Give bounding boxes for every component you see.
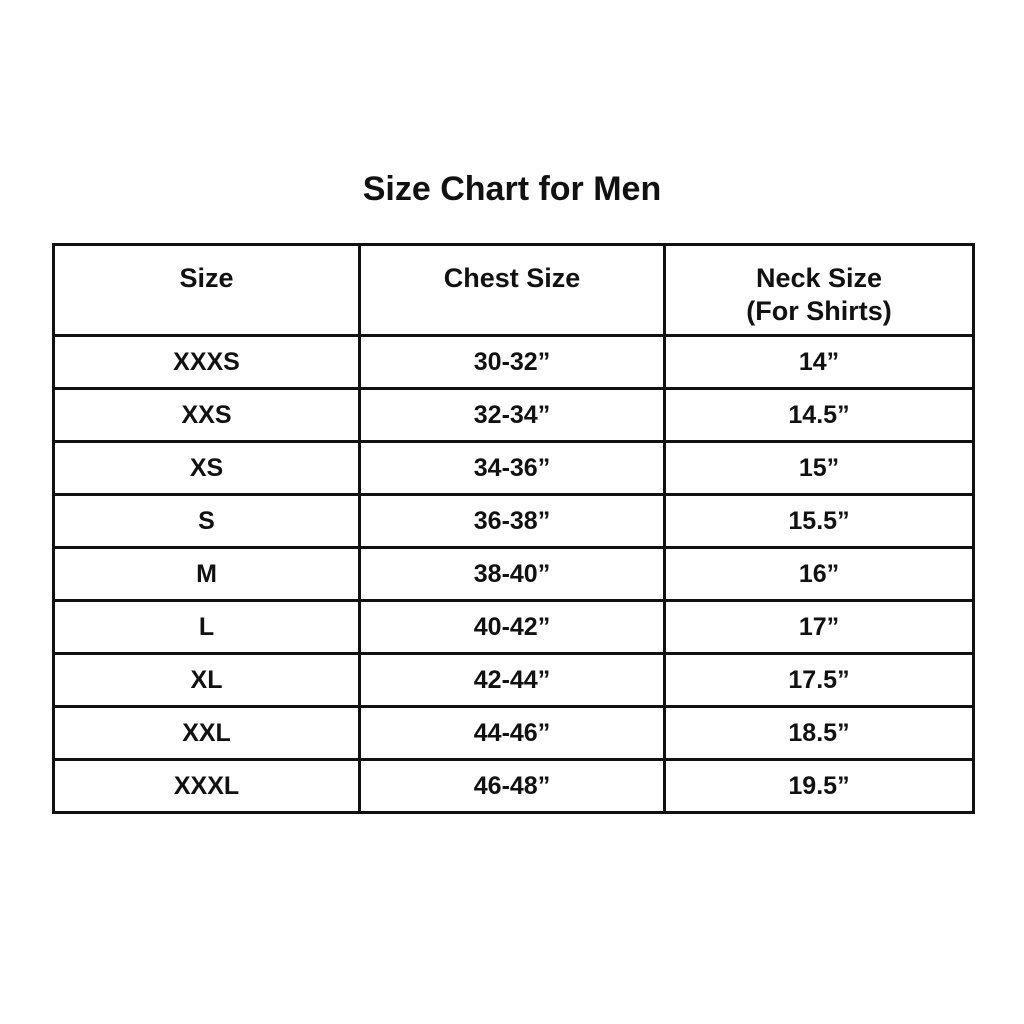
table-row bbox=[54, 336, 974, 389]
cell-size: XXL bbox=[54, 707, 360, 760]
table-row bbox=[54, 389, 974, 442]
header-chest-label: Chest Size bbox=[443, 263, 581, 293]
cell-chest: 34-36” bbox=[360, 442, 665, 495]
cell-size: L bbox=[54, 601, 360, 654]
table-row bbox=[54, 654, 974, 707]
page-title: Size Chart for Men bbox=[362, 170, 662, 208]
cell-size: XXXL bbox=[54, 760, 360, 813]
table-body bbox=[54, 336, 974, 813]
cell-size: XXXS bbox=[54, 336, 360, 389]
cell-chest: 38-40” bbox=[360, 548, 665, 601]
table-header bbox=[54, 245, 974, 336]
table-row bbox=[54, 495, 974, 548]
cell-neck: 14.5” bbox=[665, 389, 974, 442]
cell-neck: 16” bbox=[665, 548, 974, 601]
size-chart-table bbox=[52, 243, 975, 814]
cell-size: XS bbox=[54, 442, 360, 495]
header-row bbox=[54, 245, 974, 336]
cell-size: XXS bbox=[54, 389, 360, 442]
cell-size: XL bbox=[54, 654, 360, 707]
cell-size: M bbox=[54, 548, 360, 601]
header-size bbox=[54, 245, 360, 336]
cell-chest: 46-48” bbox=[360, 760, 665, 813]
table-row bbox=[54, 760, 974, 813]
cell-neck: 15.5” bbox=[665, 495, 974, 548]
header-neck-label-line2: (For Shirts) bbox=[746, 296, 892, 326]
cell-chest: 40-42” bbox=[360, 601, 665, 654]
cell-size: S bbox=[54, 495, 360, 548]
cell-neck: 14” bbox=[665, 336, 974, 389]
table-row bbox=[54, 548, 974, 601]
cell-neck: 18.5” bbox=[665, 707, 974, 760]
table-row bbox=[54, 442, 974, 495]
table-row bbox=[54, 601, 974, 654]
cell-neck: 19.5” bbox=[665, 760, 974, 813]
cell-chest: 36-38” bbox=[360, 495, 665, 548]
cell-chest: 32-34” bbox=[360, 389, 665, 442]
header-neck-size bbox=[665, 245, 974, 336]
table-row bbox=[54, 707, 974, 760]
cell-neck: 17” bbox=[665, 601, 974, 654]
cell-chest: 44-46” bbox=[360, 707, 665, 760]
cell-chest: 42-44” bbox=[360, 654, 665, 707]
header-neck-label-line1: Neck Size bbox=[755, 263, 883, 293]
cell-neck: 17.5” bbox=[665, 654, 974, 707]
cell-neck: 15” bbox=[665, 442, 974, 495]
header-chest-size bbox=[360, 245, 665, 336]
header-size-label: Size bbox=[179, 263, 234, 293]
cell-chest: 30-32” bbox=[360, 336, 665, 389]
